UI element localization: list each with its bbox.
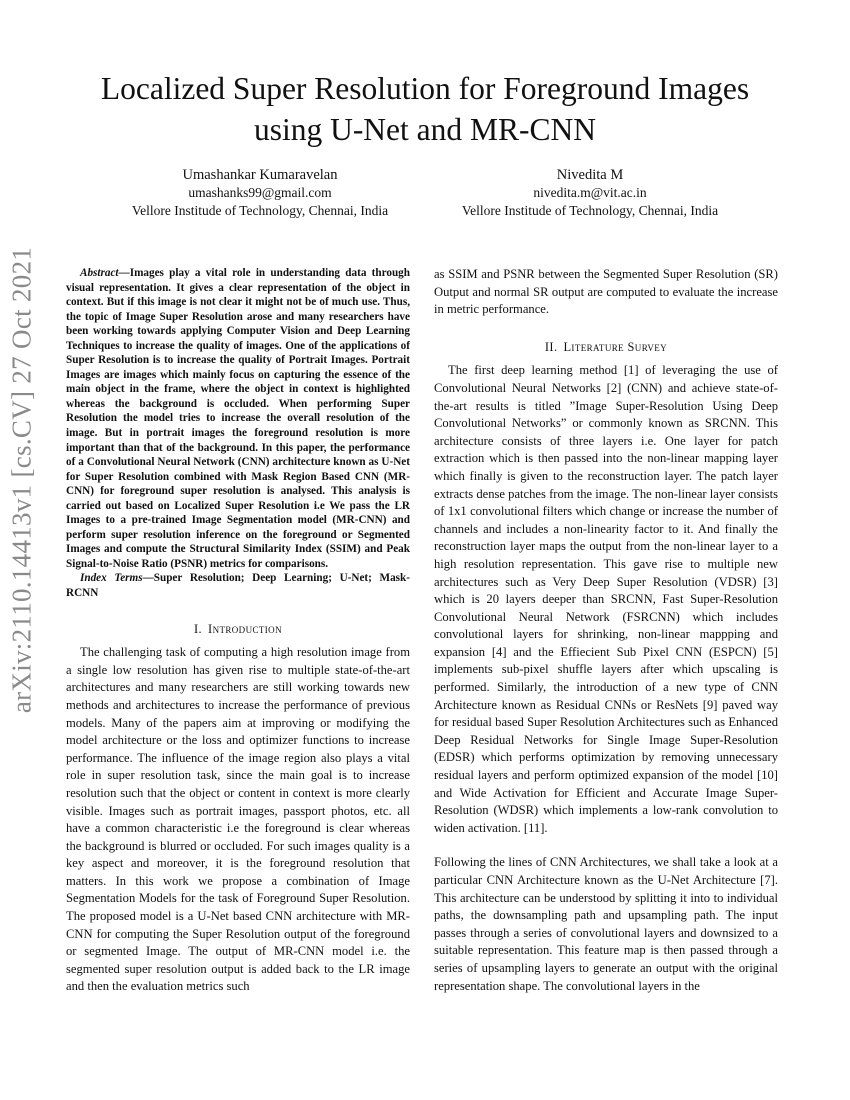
author-block-1 — [110, 166, 410, 220]
author-email: umashanks99@gmail.com — [188, 185, 332, 200]
author-name: Umashankar Kumaravelan — [182, 167, 338, 183]
left-column — [66, 266, 410, 996]
literature-paragraph-1: The first deep learning method [1] of leveraging the use of Convolutional Neural Networks [2] (CNN) and achieve state-of-the-art results is titled ”Image Super-Resolution Using Deep Convolutional Networks” or commonly known as SRCNN. This architecture consists of three layers i.e. One layer for patch extraction which is then passed into the non-linear mapping layer which finally is given to the reconstruction layer. The patch layer extracts dense patches from the image. The non-linear layer consists of 1x1 convolutional filters which change or increase the number of channels and includes a non-linearity factor to it. And finally the reconstruction layer maps the output from the non-linear layer to a high resolution representation. This gave rise to multiple new architectures such as Very Deep Super Resolution (VDSR) [3] which is 20 layers deeper than SRCNN, Fast Super-Resolution Convolutional Neural Network (FSRCNN) which includes convolutional layers for shrinking, non-linear mappping and expansion [4] and the Effiecient Sub Pixel CNN (ESPCN) [5] implements sub-pixel shuffle layers after which upscaling is performed. Similarly, the introduction of a new type of CNN Architecture known as Residual CNNs or ResNets [9] paved way for residual based Super Resolution Architectures such as Enhanced Deep Residual Networks for Single Image Super-Resolution (EDSR) which performs optimization by removing unnecessary residual layers and perform optimized expansion of the model [10] and Wide Activation for Efficient and Accurate Image Super-Resolution (WDSR) which implements a low-rank convolution to widen activation. [11]. — [434, 363, 778, 835]
section-heading-introduction — [66, 621, 410, 639]
section-number: II. — [544, 339, 558, 354]
section-title: Literature Survey — [563, 339, 668, 354]
introduction-paragraph: The challenging task of computing a high resolution image from a single low resolution has given rise to multiple state-of-the-art architectures and many researchers are still working towards new methods and architectures to increase the performance of previous models. Many of the papers aim at improving or modifying the model architecture or the loss and optimizer functions to increase performance. The influence of the image region also plays a vital role in super resolution task, since the main goal is to increase resolution such that the object or content in context is more clearly visible. Images such as portrait images, passport photos, etc. all have a common characteristic i.e the foreground is clear whereas the background is blurred or occluded. For such images quality is a key aspect and moreover, it is the foreground resolution that matters. In this work we propose a combination of Image Segmentation Models for the task of Foreground Super Resolution. The proposed model is a U-Net based CNN architecture with MR-CNN for computing the Super Resolution output of the foreground or segmented Image. The output of MR-CNN model i.e. the segmented super resolution output is added back to the LR image and then the evaluation metrics such — [66, 645, 410, 994]
arxiv-identifier-text: arXiv:2110.14413v1 [cs.CV] 27 Oct 2021 — [6, 246, 37, 714]
literature-paragraph-2: Following the lines of CNN Architectures, we shall take a look at a particular CNN Architecture known as the U-Net Architecture [7]. This architecture can be understood by splitting it into to individual paths, the downsampling path and upsampling path. The input passes through a series of convolutional layers and downsized to a suitable representation. This feature map is then passed through a series of upsampling layers to generate an output with the original representation shape. The convolutional layers in the — [434, 855, 778, 993]
author-affiliation: Vellore Institude of Technology, Chennai, India — [131, 203, 389, 218]
paragraph-gap — [434, 837, 778, 854]
author-affiliation: Vellore Institude of Technology, Chennai, India — [461, 203, 719, 218]
section-heading-literature-survey — [434, 339, 778, 357]
author-name: Nivedita M — [556, 167, 624, 183]
abstract-text: Images play a vital role in understanding data through visual representation. It gives a clear representation of the object in context. But if this image is not clear it might not be of much use. Thus, the topic of Image Super Resolution arose and many researchers have been working towards applying Computer Vision and Deep Learning Techniques to increase the quality of images. One of the applications of Super Resolution is to increase the quality of Portrait Images. Portrait Images are images which mainly focus on capturing the essence of the main object in the frame, where the object in context is highlighted whereas the background is occluded. When performing Super Resolution the model tries to increase the overall resolution of the image. But in portrait images the foreground resolution is more important than that of the background. In this paper, the performance of a Convolutional Neural Network (CNN) architecture known as U-Net for Super Resolution combined with Mask Region Based CNN (MR-CNN) for foreground super resolution is analysed. This analysis is carried out based on Localized Super Resolution i.e We pass the LR Images to a pre-trained Image Segmentation model (MR-CNN) and perform super resolution inference on the foreground or Segmented Images and compute the Structural Similarity Index (SSIM) and Peak Signal-to-Noise Ratio (PSNR) metrics for comparisons. — [66, 267, 410, 570]
index-terms: Index Terms—Super Resolution; Deep Learning; U-Net; Mask-RCNN — [66, 572, 410, 600]
author-email: nivedita.m@vit.ac.in — [533, 185, 647, 200]
index-terms-text: Super Resolution; Deep Learning; U-Net; Mask-RCNN — [66, 572, 410, 600]
author-block-2 — [440, 166, 740, 220]
section-title: Introduction — [208, 621, 282, 636]
title-line-1: Localized Super Resolution for Foreground Images — [100, 71, 750, 106]
section-number: I. — [194, 621, 203, 636]
index-terms-label: Index Terms — [80, 572, 143, 585]
paper-title — [0, 68, 850, 150]
abstract-label: Abstract — [80, 267, 119, 279]
abstract: Abstract—Images play a vital role in understanding data through visual representation. It gives a clear representation of the object in context. But if this image is not clear it might not be of much use. Thus, the topic of Image Super Resolution arose and many researchers have been working towards applying Computer Vision and Deep Learning Techniques to increase the quality of images. One of the applications of Super Resolution is to increase the quality of Portrait Images. Portrait Images are images which mainly focus on capturing the essence of the main object in the frame, where the object in context is highlighted whereas the background is occluded. When performing Super Resolution the model tries to increase the overall resolution of the image. But in portrait images the foreground resolution is more important than that of the background. In this paper, the performance of a Convolutional Neural Network (CNN) architecture known as U-Net for Super Resolution combined with Mask Region Based CNN (MR-CNN) for foreground super resolution is analysed. This analysis is carried out based on Localized Super Resolution i.e We pass the LR Images to a pre-trained Image Segmentation model (MR-CNN) and perform super resolution inference on the foreground or Segmented Images and compute the Structural Similarity Index (SSIM) and Peak Signal-to-Noise Ratio (PSNR) metrics for comparisons. — [66, 267, 410, 570]
arxiv-identifier — [2, 246, 42, 714]
introduction-paragraph-continued: as SSIM and PSNR between the Segmented Super Resolution (SR) Output and normal SR output are computed to evaluate the increase in metric performance. — [434, 267, 778, 317]
title-line-2: using U-Net and MR-CNN — [253, 112, 597, 147]
right-column — [434, 266, 778, 995]
